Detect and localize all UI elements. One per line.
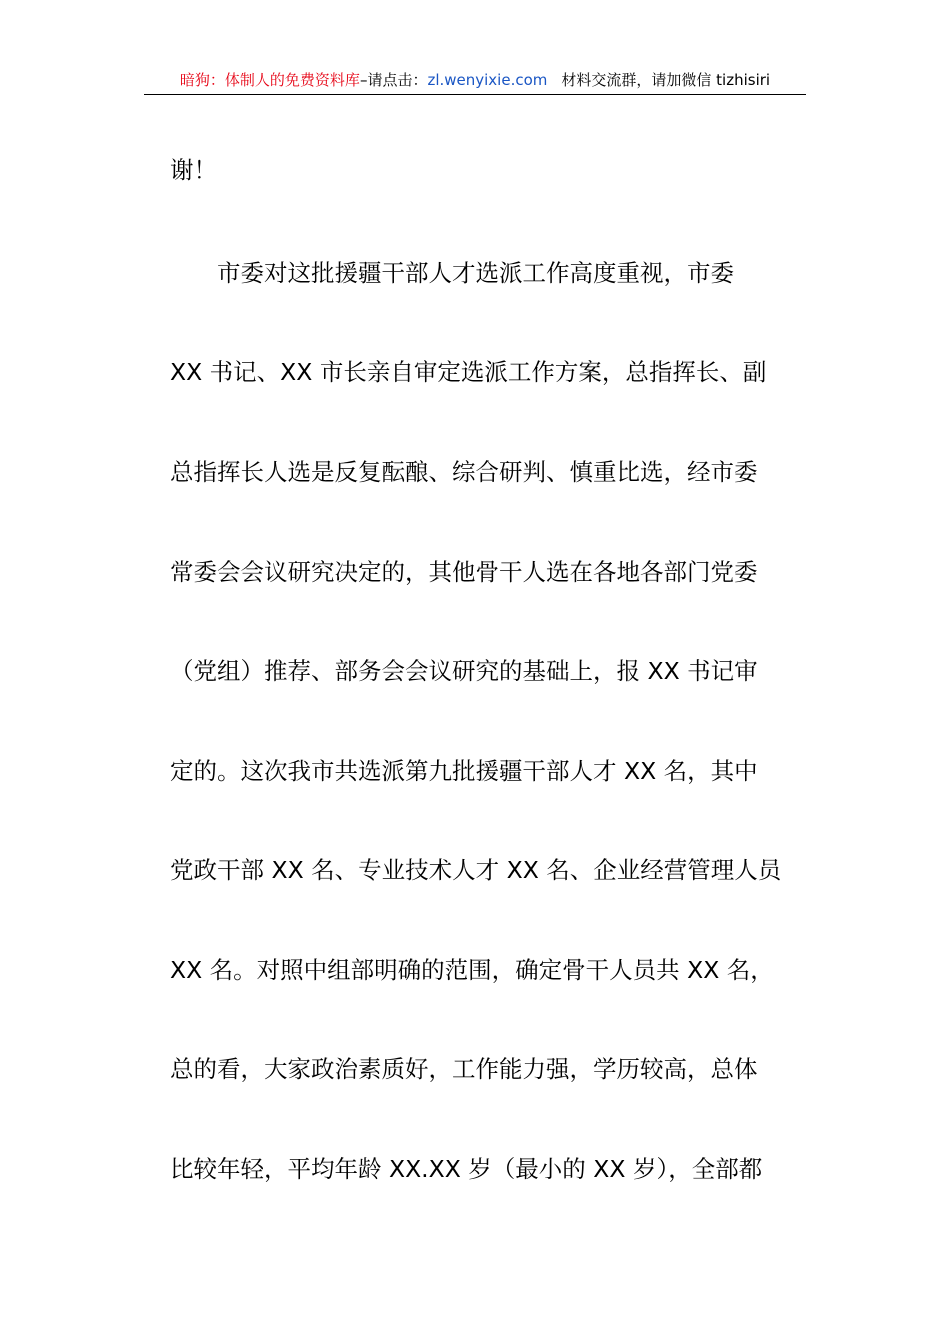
body-line: 常委会会议研究决定的，其他骨干人选在各地各部门党委 bbox=[170, 558, 758, 586]
header-url-link[interactable]: zl.wenyixie.com bbox=[427, 71, 548, 89]
body-line: 总指挥长人选是反复酝酿、综合研判、慎重比选，经市委 bbox=[170, 458, 758, 486]
header-site-name: 暗狗：体制人的免费资料库 bbox=[179, 71, 360, 89]
body-line: 谢！ bbox=[170, 156, 217, 184]
body-line: 比较年轻，平均年龄 XX.XX 岁（最小的 XX 岁），全部都 bbox=[170, 1155, 763, 1183]
body-line: 定的。这次我市共选派第九批援疆干部人才 XX 名，其中 bbox=[170, 757, 758, 785]
body-line: （党组）推荐、部务会会议研究的基础上，报 XX 书记审 bbox=[170, 657, 758, 685]
header-prompt: –请点击： bbox=[359, 71, 428, 89]
header-group-text: 材料交流群，请加微信 tizhisiri bbox=[561, 71, 771, 89]
body-line: 党政干部 XX 名、专业技术人才 XX 名、企业经营管理人员 bbox=[170, 856, 782, 884]
page-header bbox=[144, 68, 806, 95]
body-line: 总的看，大家政治素质好，工作能力强，学历较高，总体 bbox=[170, 1055, 758, 1083]
body-line: XX 书记、XX 市长亲自审定选派工作方案，总指挥长、副 bbox=[170, 358, 767, 386]
body-line: 市委对这批援疆干部人才选派工作高度重视，市委 bbox=[170, 259, 734, 287]
body-line: XX 名。对照中组部明确的范围，确定骨干人员共 XX 名， bbox=[170, 956, 774, 984]
